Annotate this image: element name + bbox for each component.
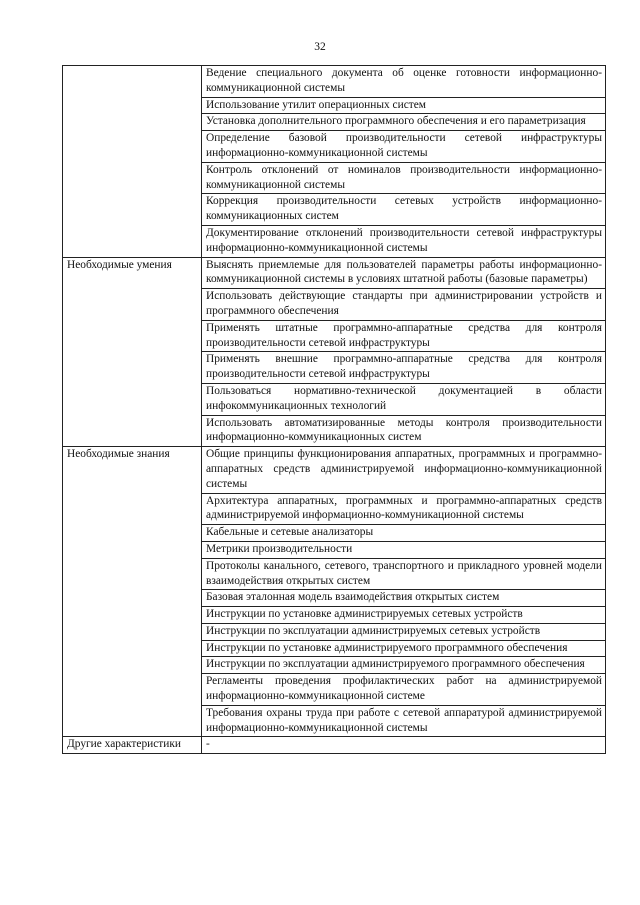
section-label: Необходимые умения bbox=[63, 257, 202, 447]
table-cell: Выяснять приемлемые для пользователей параметры работы информационно-коммуникационной системы в условиях штатной работы (базовые параметры) bbox=[202, 257, 606, 289]
table-row bbox=[63, 737, 606, 754]
table-cell: Регламенты проведения профилактических работ на администрируемой информационно-коммуникационной системе bbox=[202, 674, 606, 706]
competency-table bbox=[62, 65, 606, 754]
table-cell: Архитектура аппаратных, программных и программно-аппаратных средств администрируемой информационно-коммуникационной системы bbox=[202, 493, 606, 525]
table-cell: Протоколы канального, сетевого, транспортного и прикладного уровней модели взаимодействия открытых систем bbox=[202, 558, 606, 590]
section-label: Другие характеристики bbox=[63, 737, 202, 754]
table-cell: - bbox=[202, 737, 606, 754]
table-cell: Использовать действующие стандарты при администрировании устройств и программного обеспечения bbox=[202, 289, 606, 321]
table-cell: Установка дополнительного программного обеспечения и его параметризация bbox=[202, 114, 606, 131]
table-cell: Общие принципы функционирования аппаратных, программных и программно-аппаратных средств администрируемой информационно-коммуникационной системы bbox=[202, 447, 606, 493]
table-cell: Использование утилит операционных систем bbox=[202, 97, 606, 114]
table-cell: Ведение специального документа об оценке готовности информационно-коммуникационной системы bbox=[202, 66, 606, 98]
table-row bbox=[63, 447, 606, 493]
table-row bbox=[63, 257, 606, 289]
table-cell: Метрики производительности bbox=[202, 541, 606, 558]
section-label bbox=[63, 66, 202, 258]
table-cell: Использовать автоматизированные методы контроля производительности информационно-коммуникационных систем bbox=[202, 415, 606, 447]
table-cell: Коррекция производительности сетевых устройств информационно-коммуникационных систем bbox=[202, 194, 606, 226]
table-cell: Базовая эталонная модель взаимодействия открытых систем bbox=[202, 590, 606, 607]
table-cell: Применять внешние программно-аппаратные средства для контроля производительности сетевой инфраструктуры bbox=[202, 352, 606, 384]
table-cell: Кабельные и сетевые анализаторы bbox=[202, 525, 606, 542]
page-number: 32 bbox=[314, 41, 326, 53]
table-cell: Требования охраны труда при работе с сетевой аппаратурой администрируемой информационно-коммуникационной системы bbox=[202, 705, 606, 737]
table-cell: Определение базовой производительности сетевой инфраструктуры информационно-коммуникационной системы bbox=[202, 131, 606, 163]
table-cell: Контроль отклонений от номиналов производительности информационно-коммуникационной системы bbox=[202, 162, 606, 194]
table-cell: Применять штатные программно-аппаратные средства для контроля производительности сетевой инфраструктуры bbox=[202, 320, 606, 352]
table-row bbox=[63, 66, 606, 98]
table-cell: Инструкции по установке администрируемых сетевых устройств bbox=[202, 607, 606, 624]
table-cell: Инструкции по установке администрируемого программного обеспечения bbox=[202, 640, 606, 657]
table-cell: Инструкции по эксплуатации администрируемого программного обеспечения bbox=[202, 657, 606, 674]
section-label: Необходимые знания bbox=[63, 447, 202, 737]
table-cell: Документирование отклонений производительности сетевой инфраструктуры информационно-коммуникационной системы bbox=[202, 225, 606, 257]
table-cell: Пользоваться нормативно-технической документацией в области инфокоммуникационных технологий bbox=[202, 383, 606, 415]
table-cell: Инструкции по эксплуатации администрируемых сетевых устройств bbox=[202, 623, 606, 640]
